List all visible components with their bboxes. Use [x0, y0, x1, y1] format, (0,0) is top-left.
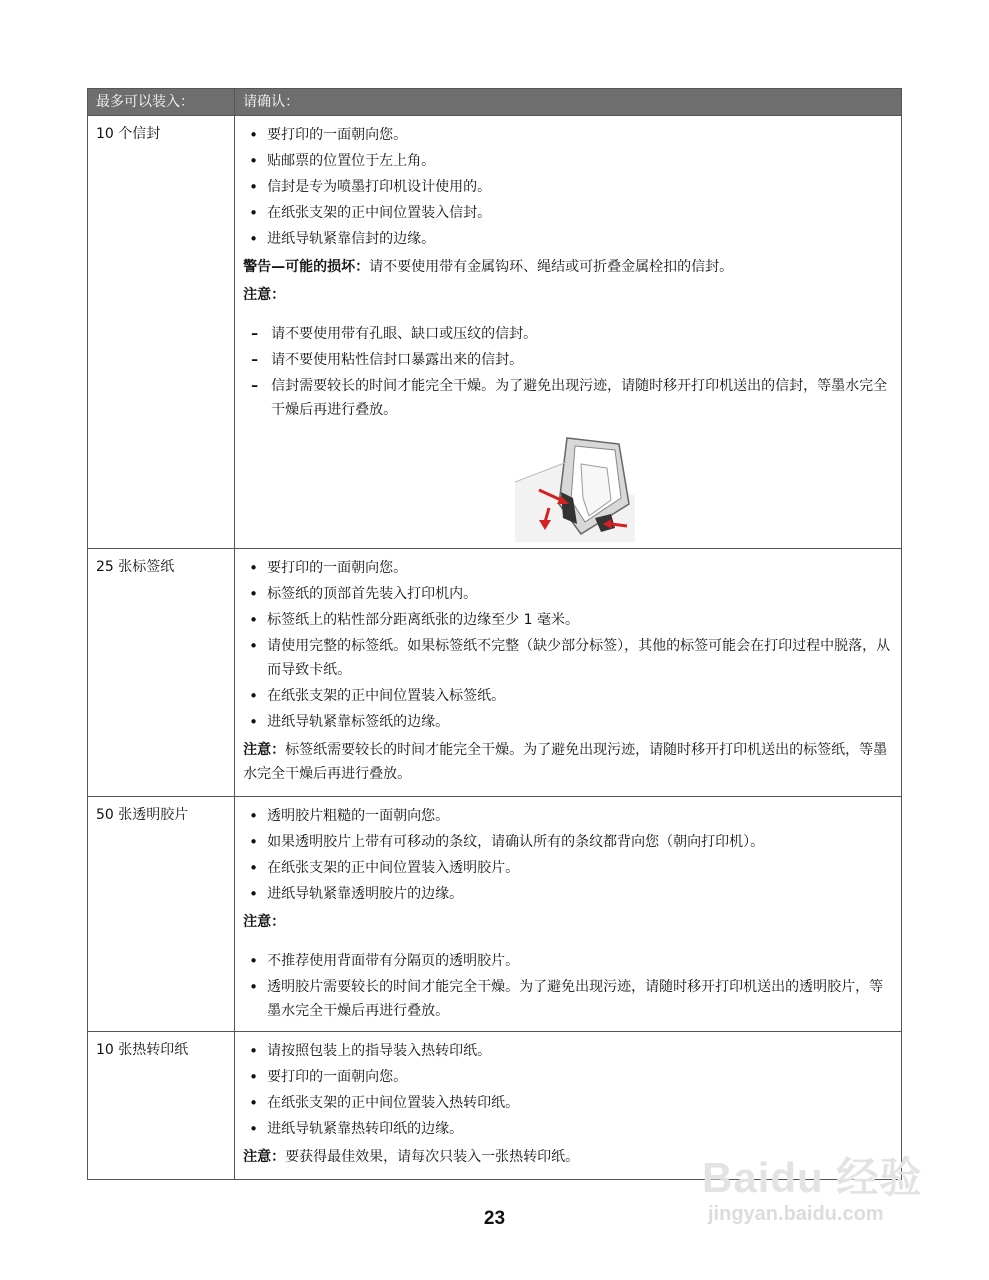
- header-confirm: 请确认：: [235, 89, 902, 116]
- list-item: • 贴邮票的位置位于左上角。: [243, 149, 893, 173]
- list-item: • 不推荐使用背面带有分隔页的透明胶片。: [243, 949, 893, 973]
- list-item: • 要打印的一面朝向您。: [243, 556, 893, 580]
- notes-label: 注意：: [243, 914, 286, 930]
- list-item: • 标签纸的顶部首先装入打印机内。: [243, 582, 893, 606]
- row-label-transfers: 10 张热转印纸: [88, 1032, 235, 1180]
- list-item: • 要打印的一面朝向您。: [243, 123, 893, 147]
- list-item: • 进纸导轨紧靠热转印纸的边缘。: [243, 1117, 893, 1141]
- list-item: • 进纸导轨紧靠透明胶片的边缘。: [243, 882, 893, 906]
- list-item: • 进纸导轨紧靠标签纸的边缘。: [243, 710, 893, 734]
- list-item: • 在纸张支架的正中间位置装入热转印纸。: [243, 1091, 893, 1115]
- list-item: • 在纸张支架的正中间位置装入标签纸。: [243, 684, 893, 708]
- row-label-envelopes: 10 个信封: [88, 116, 235, 549]
- watermark-url: jingyan.baidu.com: [708, 1203, 884, 1225]
- watermark-logo: Baidu 经验: [702, 1154, 923, 1201]
- list-item: • 信封是专为喷墨打印机设计使用的。: [243, 175, 893, 199]
- list-item: – 信封需要较长的时间才能完全干燥。为了避免出现污迹，请随时移开打印机送出的信封，等墨水完全干燥后再进行叠放。: [243, 374, 893, 422]
- list-item: • 要打印的一面朝向您。: [243, 1065, 893, 1089]
- bullet-list: [243, 949, 893, 1023]
- table-header-row: [88, 89, 902, 116]
- list-item: • 如果透明胶片上带有可移动的条纹，请确认所有的条纹都背向您（朝向打印机）。: [243, 830, 893, 854]
- bullet-list: [243, 556, 893, 734]
- table-row: [88, 116, 902, 549]
- warning-text: 请不要使用带有金属钩环、绳结或可折叠金属栓扣的信封。: [369, 259, 734, 275]
- header-capacity: 最多可以装入：: [88, 89, 235, 116]
- table-row: [88, 549, 902, 797]
- row-label-labels: 25 张标签纸: [88, 549, 235, 797]
- note-label: 注意：: [243, 742, 286, 758]
- list-item: – 请不要使用带有孔眼、缺口或压纹的信封。: [243, 322, 893, 346]
- note-text: 要获得最佳效果，请每次只装入一张热转印纸。: [285, 1149, 580, 1165]
- note-label: 注意：: [243, 1149, 286, 1165]
- list-item: • 透明胶片需要较长的时间才能完全干燥。为了避免出现污迹，请随时移开打印机送出的透明胶片，等墨水完全干燥后再进行叠放。: [243, 975, 893, 1023]
- list-item: • 在纸张支架的正中间位置装入信封。: [243, 201, 893, 225]
- list-item: • 进纸导轨紧靠信封的边缘。: [243, 227, 893, 251]
- row-content-transparencies: [235, 797, 902, 1032]
- row-content-labels: [235, 549, 902, 797]
- bullet-list: [243, 1039, 893, 1141]
- media-capacity-table: [87, 88, 902, 1180]
- list-item: • 请按照包装上的指导装入热转印纸。: [243, 1039, 893, 1063]
- page-number: 23: [483, 1208, 506, 1229]
- notes-label: 注意：: [243, 287, 286, 303]
- row-content-envelopes: [235, 116, 902, 549]
- note-text: 标签纸需要较长的时间才能完全干燥。为了避免出现污迹，请随时移开打印机送出的标签纸，等墨水完全干燥后再进行叠放。: [243, 742, 888, 782]
- note-paragraph: [243, 738, 893, 786]
- row-label-transparencies: 50 张透明胶片: [88, 797, 235, 1032]
- warning-label: 警告—可能的损坏：: [243, 259, 370, 275]
- list-item: • 透明胶片粗糙的一面朝向您。: [243, 804, 893, 828]
- list-item: – 请不要使用粘性信封口暴露出来的信封。: [243, 348, 893, 372]
- envelope-loading-illustration: [515, 434, 635, 542]
- list-item: • 在纸张支架的正中间位置装入透明胶片。: [243, 856, 893, 880]
- bullet-list: [243, 804, 893, 906]
- bullet-list: [243, 123, 893, 251]
- list-item: • 标签纸上的粘性部分距离纸张的边缘至少 1 毫米。: [243, 608, 893, 632]
- dash-list: [243, 322, 893, 422]
- table-row: [88, 797, 902, 1032]
- warning-paragraph: [243, 255, 893, 279]
- list-item: • 请使用完整的标签纸。如果标签纸不完整（缺少部分标签），其他的标签可能会在打印过程中脱落，从而导致卡纸。: [243, 634, 893, 682]
